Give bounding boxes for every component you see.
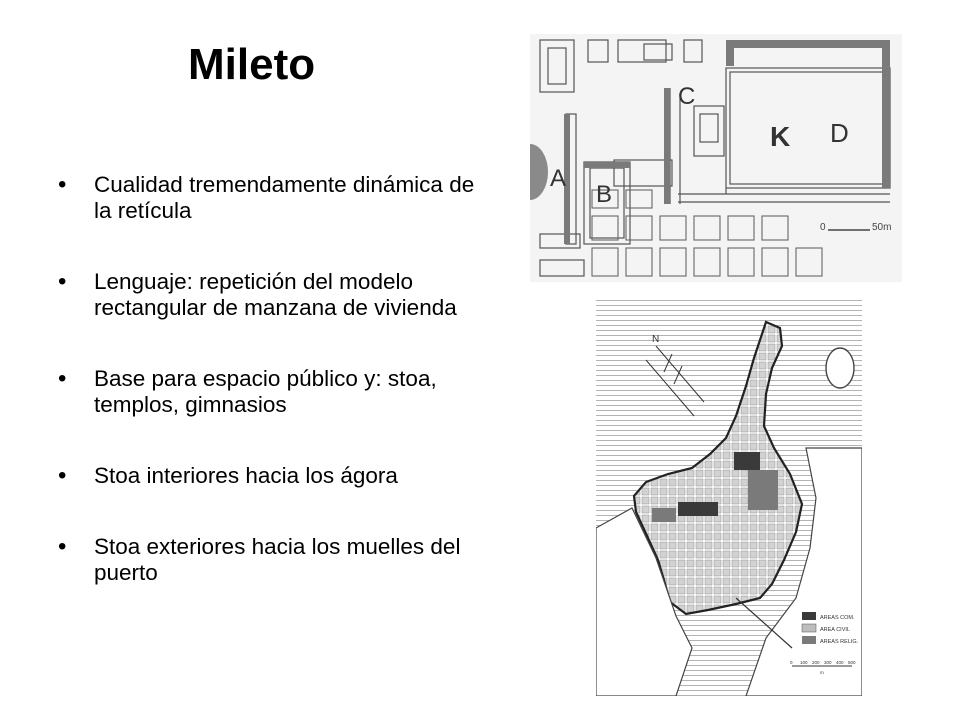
- bullet-item: • Base para espacio público y: stoa, templos, gimnasios: [58, 366, 478, 418]
- scale-tick-label: 300: [824, 660, 832, 665]
- scale-tick-label: 500: [848, 660, 856, 665]
- city-map-drawing: [596, 298, 862, 696]
- legend-swatch-com: [802, 612, 816, 620]
- scale-end-label: 50m: [872, 222, 892, 233]
- legend-swatch-civil: [802, 624, 816, 632]
- bullet-item: • Lenguaje: repetición del modelo rectangular de manzana de vivienda: [58, 269, 478, 321]
- bullet-list: [58, 172, 478, 631]
- agora-plan-drawing: [530, 34, 902, 282]
- north-label: N: [652, 334, 660, 345]
- legend-label-com: AREAS COM.: [820, 615, 855, 621]
- bullet-item: • Cualidad tremendamente dinámica de la retícula: [58, 172, 478, 224]
- zone-label-k: K: [770, 121, 791, 152]
- zone-label-b: B: [596, 181, 613, 208]
- slide-title: Mileto: [188, 40, 316, 89]
- bullet-item: • Stoa exteriores hacia los muelles del puerto: [58, 534, 478, 586]
- scale-unit-label: m: [820, 670, 824, 675]
- zone-label-a: A: [550, 165, 567, 192]
- zone-label-d: D: [830, 118, 849, 148]
- scale-tick-label: 100: [800, 660, 808, 665]
- scale-start-label: 0: [820, 222, 826, 233]
- legend-label-civil: AREA CIVIL: [820, 627, 850, 633]
- zone-label-c: C: [678, 83, 696, 110]
- scale-tick-label: 200: [812, 660, 820, 665]
- legend-swatch-relig: [802, 636, 816, 644]
- scale-tick-label: 0: [790, 660, 793, 665]
- legend-label-relig: AREAS RELIG.: [820, 639, 859, 645]
- bullet-item: • Stoa interiores hacia los ágora: [58, 463, 478, 489]
- scale-tick-label: 400: [836, 660, 844, 665]
